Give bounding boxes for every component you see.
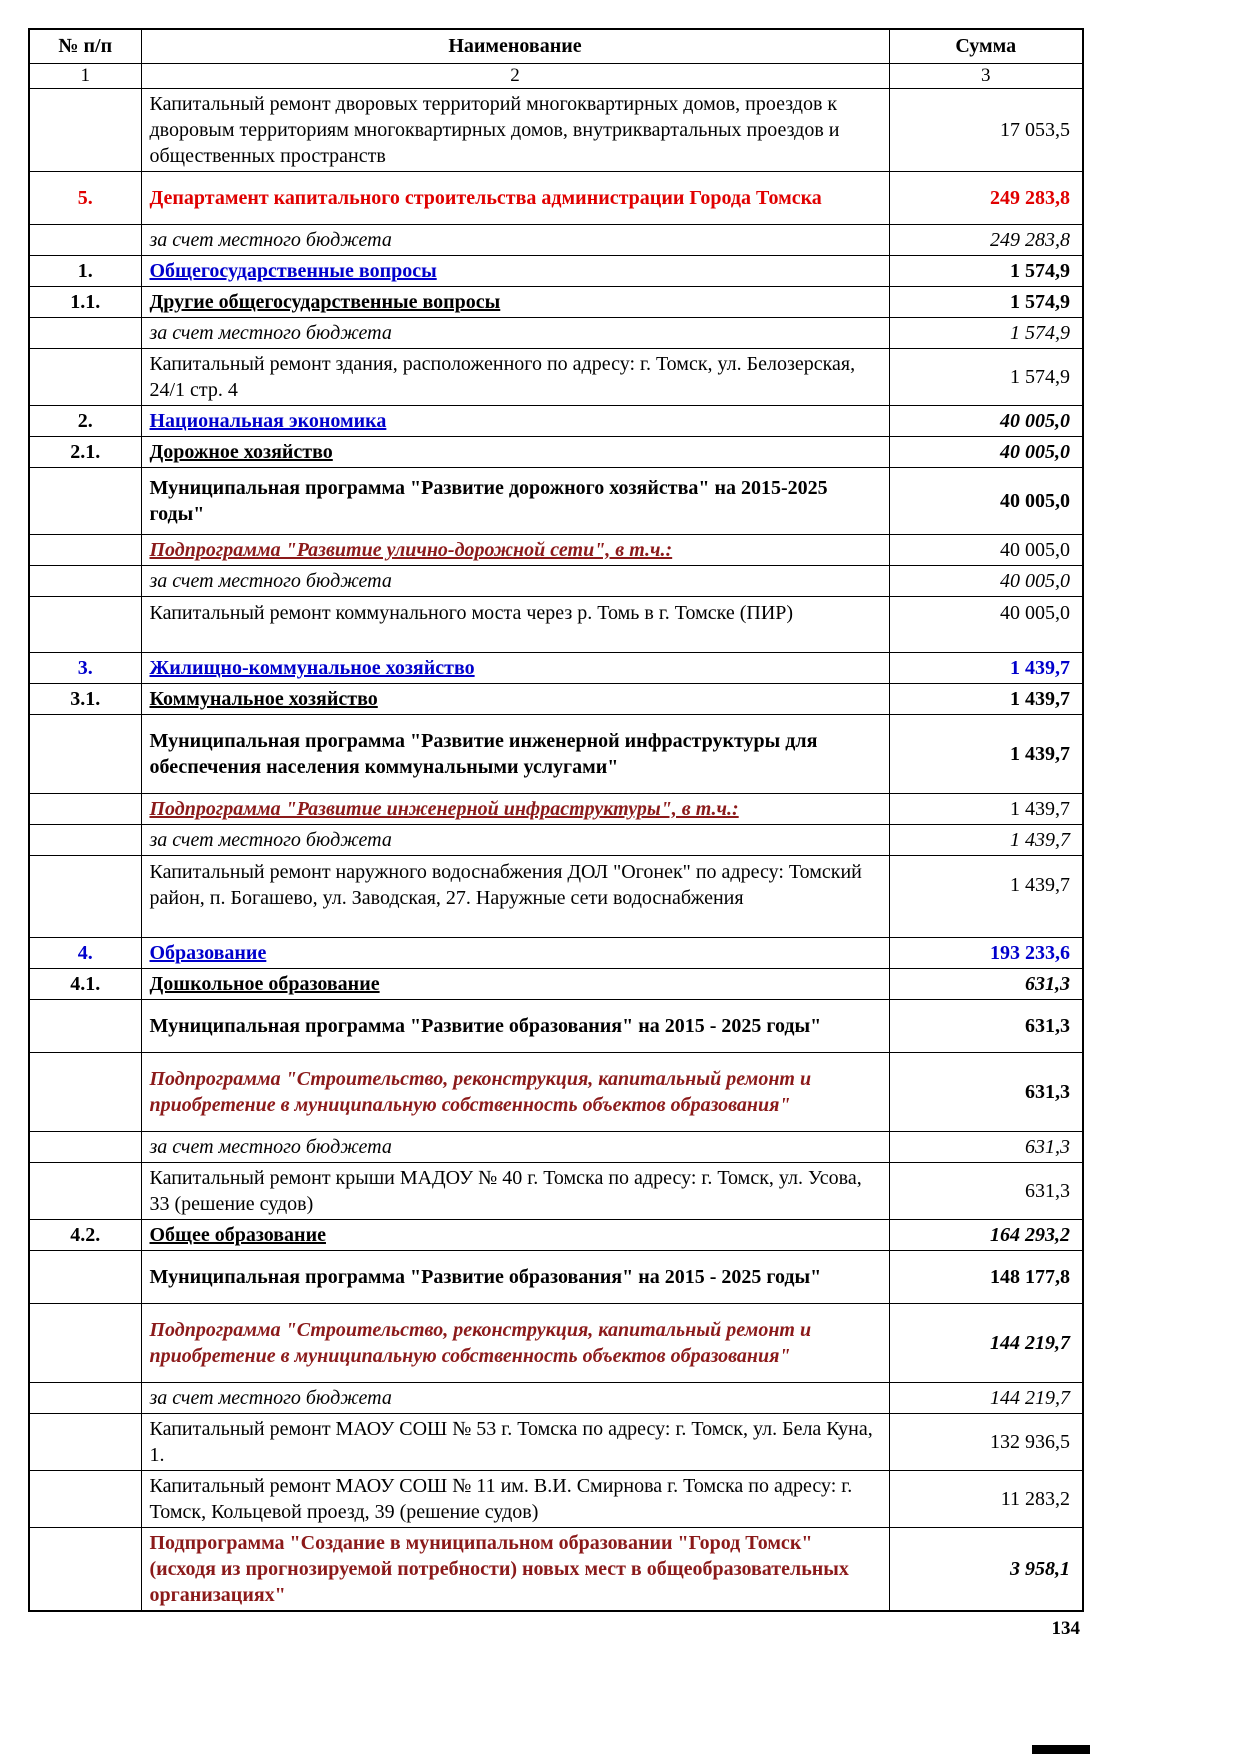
row-name-cell: Капитальный ремонт наружного водоснабжения ДОЛ "Огонек" по адресу: Томский район, п. Богашево, ул. Заводская, 27. Наружные сети водоснабжения bbox=[141, 856, 889, 938]
row-number-cell: 1.1. bbox=[29, 287, 141, 318]
row-name-cell: Капитальный ремонт здания, расположенного по адресу: г. Томск, ул. Белозерская, 24/1 стр. 4 bbox=[141, 349, 889, 406]
row-sum-cell: 249 283,8 bbox=[889, 225, 1083, 256]
row-name-cell: Капитальный ремонт коммунального моста через р. Томь в г. Томске (ПИР) bbox=[141, 597, 889, 653]
row-number-cell bbox=[29, 1251, 141, 1304]
row-number-cell bbox=[29, 1304, 141, 1383]
column-index-sum: 3 bbox=[889, 64, 1083, 89]
row-sum-cell: 3 958,1 bbox=[889, 1528, 1083, 1612]
row-sum-cell: 40 005,0 bbox=[889, 406, 1083, 437]
row-number-cell bbox=[29, 1414, 141, 1471]
row-name-cell: за счет местного бюджета bbox=[141, 225, 889, 256]
table-row bbox=[29, 597, 1083, 653]
row-name-cell: за счет местного бюджета bbox=[141, 1132, 889, 1163]
row-number-cell bbox=[29, 349, 141, 406]
row-sum-cell: 1 439,7 bbox=[889, 856, 1083, 938]
table-row bbox=[29, 794, 1083, 825]
row-number-cell bbox=[29, 715, 141, 794]
column-header-name: Наименование bbox=[141, 29, 889, 64]
table-row bbox=[29, 856, 1083, 938]
column-index-name: 2 bbox=[141, 64, 889, 89]
row-number-cell: 4. bbox=[29, 938, 141, 969]
row-sum-cell: 1 439,7 bbox=[889, 794, 1083, 825]
row-name-cell: Подпрограмма "Строительство, реконструкция, капитальный ремонт и приобретение в муниципальную собственность объектов образования" bbox=[141, 1053, 889, 1132]
row-number-cell bbox=[29, 1383, 141, 1414]
table-row bbox=[29, 715, 1083, 794]
row-sum-cell: 40 005,0 bbox=[889, 597, 1083, 653]
row-name-cell: Подпрограмма "Создание в муниципальном образовании "Город Томск" (исходя из прогнозируемой потребности) новых мест в общеобразовательных организациях" bbox=[141, 1528, 889, 1612]
row-number-cell bbox=[29, 1053, 141, 1132]
row-name-cell: за счет местного бюджета bbox=[141, 566, 889, 597]
row-name-cell: за счет местного бюджета bbox=[141, 1383, 889, 1414]
row-number-cell: 3. bbox=[29, 653, 141, 684]
table-row bbox=[29, 1471, 1083, 1528]
table-row bbox=[29, 684, 1083, 715]
row-number-cell bbox=[29, 597, 141, 653]
row-number-cell bbox=[29, 468, 141, 535]
column-index-row bbox=[29, 64, 1083, 89]
row-sum-cell: 249 283,8 bbox=[889, 172, 1083, 225]
table-row bbox=[29, 969, 1083, 1000]
row-sum-cell: 40 005,0 bbox=[889, 566, 1083, 597]
row-name-cell: за счет местного бюджета bbox=[141, 825, 889, 856]
table-row bbox=[29, 1383, 1083, 1414]
row-number-cell bbox=[29, 825, 141, 856]
row-number-cell: 2. bbox=[29, 406, 141, 437]
table-row bbox=[29, 256, 1083, 287]
table-row bbox=[29, 535, 1083, 566]
column-index-num: 1 bbox=[29, 64, 141, 89]
row-name-cell: за счет местного бюджета bbox=[141, 318, 889, 349]
row-name-cell: Подпрограмма "Развитие улично-дорожной сети", в т.ч.: bbox=[141, 535, 889, 566]
table-row bbox=[29, 406, 1083, 437]
row-sum-cell: 631,3 bbox=[889, 1053, 1083, 1132]
row-name-cell: Подпрограмма "Развитие инженерной инфраструктуры", в т.ч.: bbox=[141, 794, 889, 825]
row-sum-cell: 148 177,8 bbox=[889, 1251, 1083, 1304]
row-number-cell bbox=[29, 566, 141, 597]
row-name-cell: Муниципальная программа "Развитие дорожного хозяйства" на 2015-2025 годы" bbox=[141, 468, 889, 535]
table-row bbox=[29, 349, 1083, 406]
row-sum-cell: 631,3 bbox=[889, 1132, 1083, 1163]
row-sum-cell: 40 005,0 bbox=[889, 468, 1083, 535]
column-header-sum: Сумма bbox=[889, 29, 1083, 64]
row-number-cell bbox=[29, 856, 141, 938]
table-row bbox=[29, 1000, 1083, 1053]
row-name-cell: Образование bbox=[141, 938, 889, 969]
row-sum-cell: 1 439,7 bbox=[889, 653, 1083, 684]
header-row bbox=[29, 29, 1083, 64]
row-number-cell bbox=[29, 318, 141, 349]
table-row bbox=[29, 825, 1083, 856]
table-row bbox=[29, 1163, 1083, 1220]
row-sum-cell: 144 219,7 bbox=[889, 1304, 1083, 1383]
row-number-cell bbox=[29, 1163, 141, 1220]
table-row bbox=[29, 318, 1083, 349]
row-sum-cell: 631,3 bbox=[889, 969, 1083, 1000]
row-name-cell: Дошкольное образование bbox=[141, 969, 889, 1000]
table-row bbox=[29, 1528, 1083, 1612]
table-row bbox=[29, 1132, 1083, 1163]
row-number-cell bbox=[29, 225, 141, 256]
table-body bbox=[29, 89, 1083, 1612]
row-number-cell: 4.2. bbox=[29, 1220, 141, 1251]
table-row bbox=[29, 1220, 1083, 1251]
column-header-num: № п/п bbox=[29, 29, 141, 64]
row-name-cell: Капитальный ремонт МАОУ СОШ № 53 г. Томска по адресу: г. Томск, ул. Бела Куна, 1. bbox=[141, 1414, 889, 1471]
row-number-cell: 3.1. bbox=[29, 684, 141, 715]
row-number-cell bbox=[29, 1132, 141, 1163]
row-sum-cell: 1 574,9 bbox=[889, 349, 1083, 406]
row-name-cell: Муниципальная программа "Развитие инженерной инфраструктуры для обеспечения населения коммунальными услугами" bbox=[141, 715, 889, 794]
row-name-cell: Дорожное хозяйство bbox=[141, 437, 889, 468]
row-number-cell: 1. bbox=[29, 256, 141, 287]
row-sum-cell: 40 005,0 bbox=[889, 535, 1083, 566]
row-name-cell: Капитальный ремонт крыши МАДОУ № 40 г. Томска по адресу: г. Томск, ул. Усова, 33 (решение судов) bbox=[141, 1163, 889, 1220]
row-number-cell bbox=[29, 1528, 141, 1612]
table-row bbox=[29, 653, 1083, 684]
row-name-cell: Жилищно-коммунальное хозяйство bbox=[141, 653, 889, 684]
page-number: 134 bbox=[1051, 1618, 1080, 1639]
row-sum-cell: 1 439,7 bbox=[889, 825, 1083, 856]
row-number-cell bbox=[29, 794, 141, 825]
table-row bbox=[29, 566, 1083, 597]
table-row bbox=[29, 437, 1083, 468]
scan-artifact bbox=[1032, 1745, 1090, 1754]
row-number-cell bbox=[29, 89, 141, 172]
row-sum-cell: 1 574,9 bbox=[889, 318, 1083, 349]
row-name-cell: Муниципальная программа "Развитие образования" на 2015 - 2025 годы" bbox=[141, 1000, 889, 1053]
row-sum-cell: 631,3 bbox=[889, 1000, 1083, 1053]
row-name-cell: Капитальный ремонт дворовых территорий многоквартирных домов, проездов к дворовым территориям многоквартирных домов, внутриквартальных проездов и общественных пространств bbox=[141, 89, 889, 172]
table-row bbox=[29, 468, 1083, 535]
row-number-cell bbox=[29, 535, 141, 566]
row-number-cell bbox=[29, 1471, 141, 1528]
row-name-cell: Общее образование bbox=[141, 1220, 889, 1251]
row-sum-cell: 132 936,5 bbox=[889, 1414, 1083, 1471]
table-row bbox=[29, 1304, 1083, 1383]
row-name-cell: Подпрограмма "Строительство, реконструкция, капитальный ремонт и приобретение в муниципальную собственность объектов образования" bbox=[141, 1304, 889, 1383]
row-sum-cell: 1 574,9 bbox=[889, 256, 1083, 287]
row-number-cell bbox=[29, 1000, 141, 1053]
row-number-cell: 5. bbox=[29, 172, 141, 225]
row-sum-cell: 40 005,0 bbox=[889, 437, 1083, 468]
row-name-cell: Общегосударственные вопросы bbox=[141, 256, 889, 287]
table-row bbox=[29, 1053, 1083, 1132]
row-name-cell: Капитальный ремонт МАОУ СОШ № 11 им. В.И. Смирнова г. Томска по адресу: г. Томск, Кольцевой проезд, 39 (решение судов) bbox=[141, 1471, 889, 1528]
table-row bbox=[29, 172, 1083, 225]
row-sum-cell: 144 219,7 bbox=[889, 1383, 1083, 1414]
row-name-cell: Муниципальная программа "Развитие образования" на 2015 - 2025 годы" bbox=[141, 1251, 889, 1304]
row-name-cell: Коммунальное хозяйство bbox=[141, 684, 889, 715]
row-sum-cell: 631,3 bbox=[889, 1163, 1083, 1220]
row-name-cell: Национальная экономика bbox=[141, 406, 889, 437]
row-sum-cell: 11 283,2 bbox=[889, 1471, 1083, 1528]
row-number-cell: 2.1. bbox=[29, 437, 141, 468]
row-sum-cell: 17 053,5 bbox=[889, 89, 1083, 172]
table-row bbox=[29, 938, 1083, 969]
row-sum-cell: 193 233,6 bbox=[889, 938, 1083, 969]
row-sum-cell: 1 574,9 bbox=[889, 287, 1083, 318]
table-row bbox=[29, 287, 1083, 318]
row-name-cell: Департамент капитального строительства администрации Города Томска bbox=[141, 172, 889, 225]
table-row bbox=[29, 89, 1083, 172]
document-page bbox=[28, 28, 1084, 1640]
row-sum-cell: 164 293,2 bbox=[889, 1220, 1083, 1251]
table-row bbox=[29, 1414, 1083, 1471]
row-sum-cell: 1 439,7 bbox=[889, 684, 1083, 715]
row-sum-cell: 1 439,7 bbox=[889, 715, 1083, 794]
budget-table bbox=[28, 28, 1084, 1612]
table-row bbox=[29, 225, 1083, 256]
row-number-cell: 4.1. bbox=[29, 969, 141, 1000]
row-name-cell: Другие общегосударственные вопросы bbox=[141, 287, 889, 318]
table-row bbox=[29, 1251, 1083, 1304]
